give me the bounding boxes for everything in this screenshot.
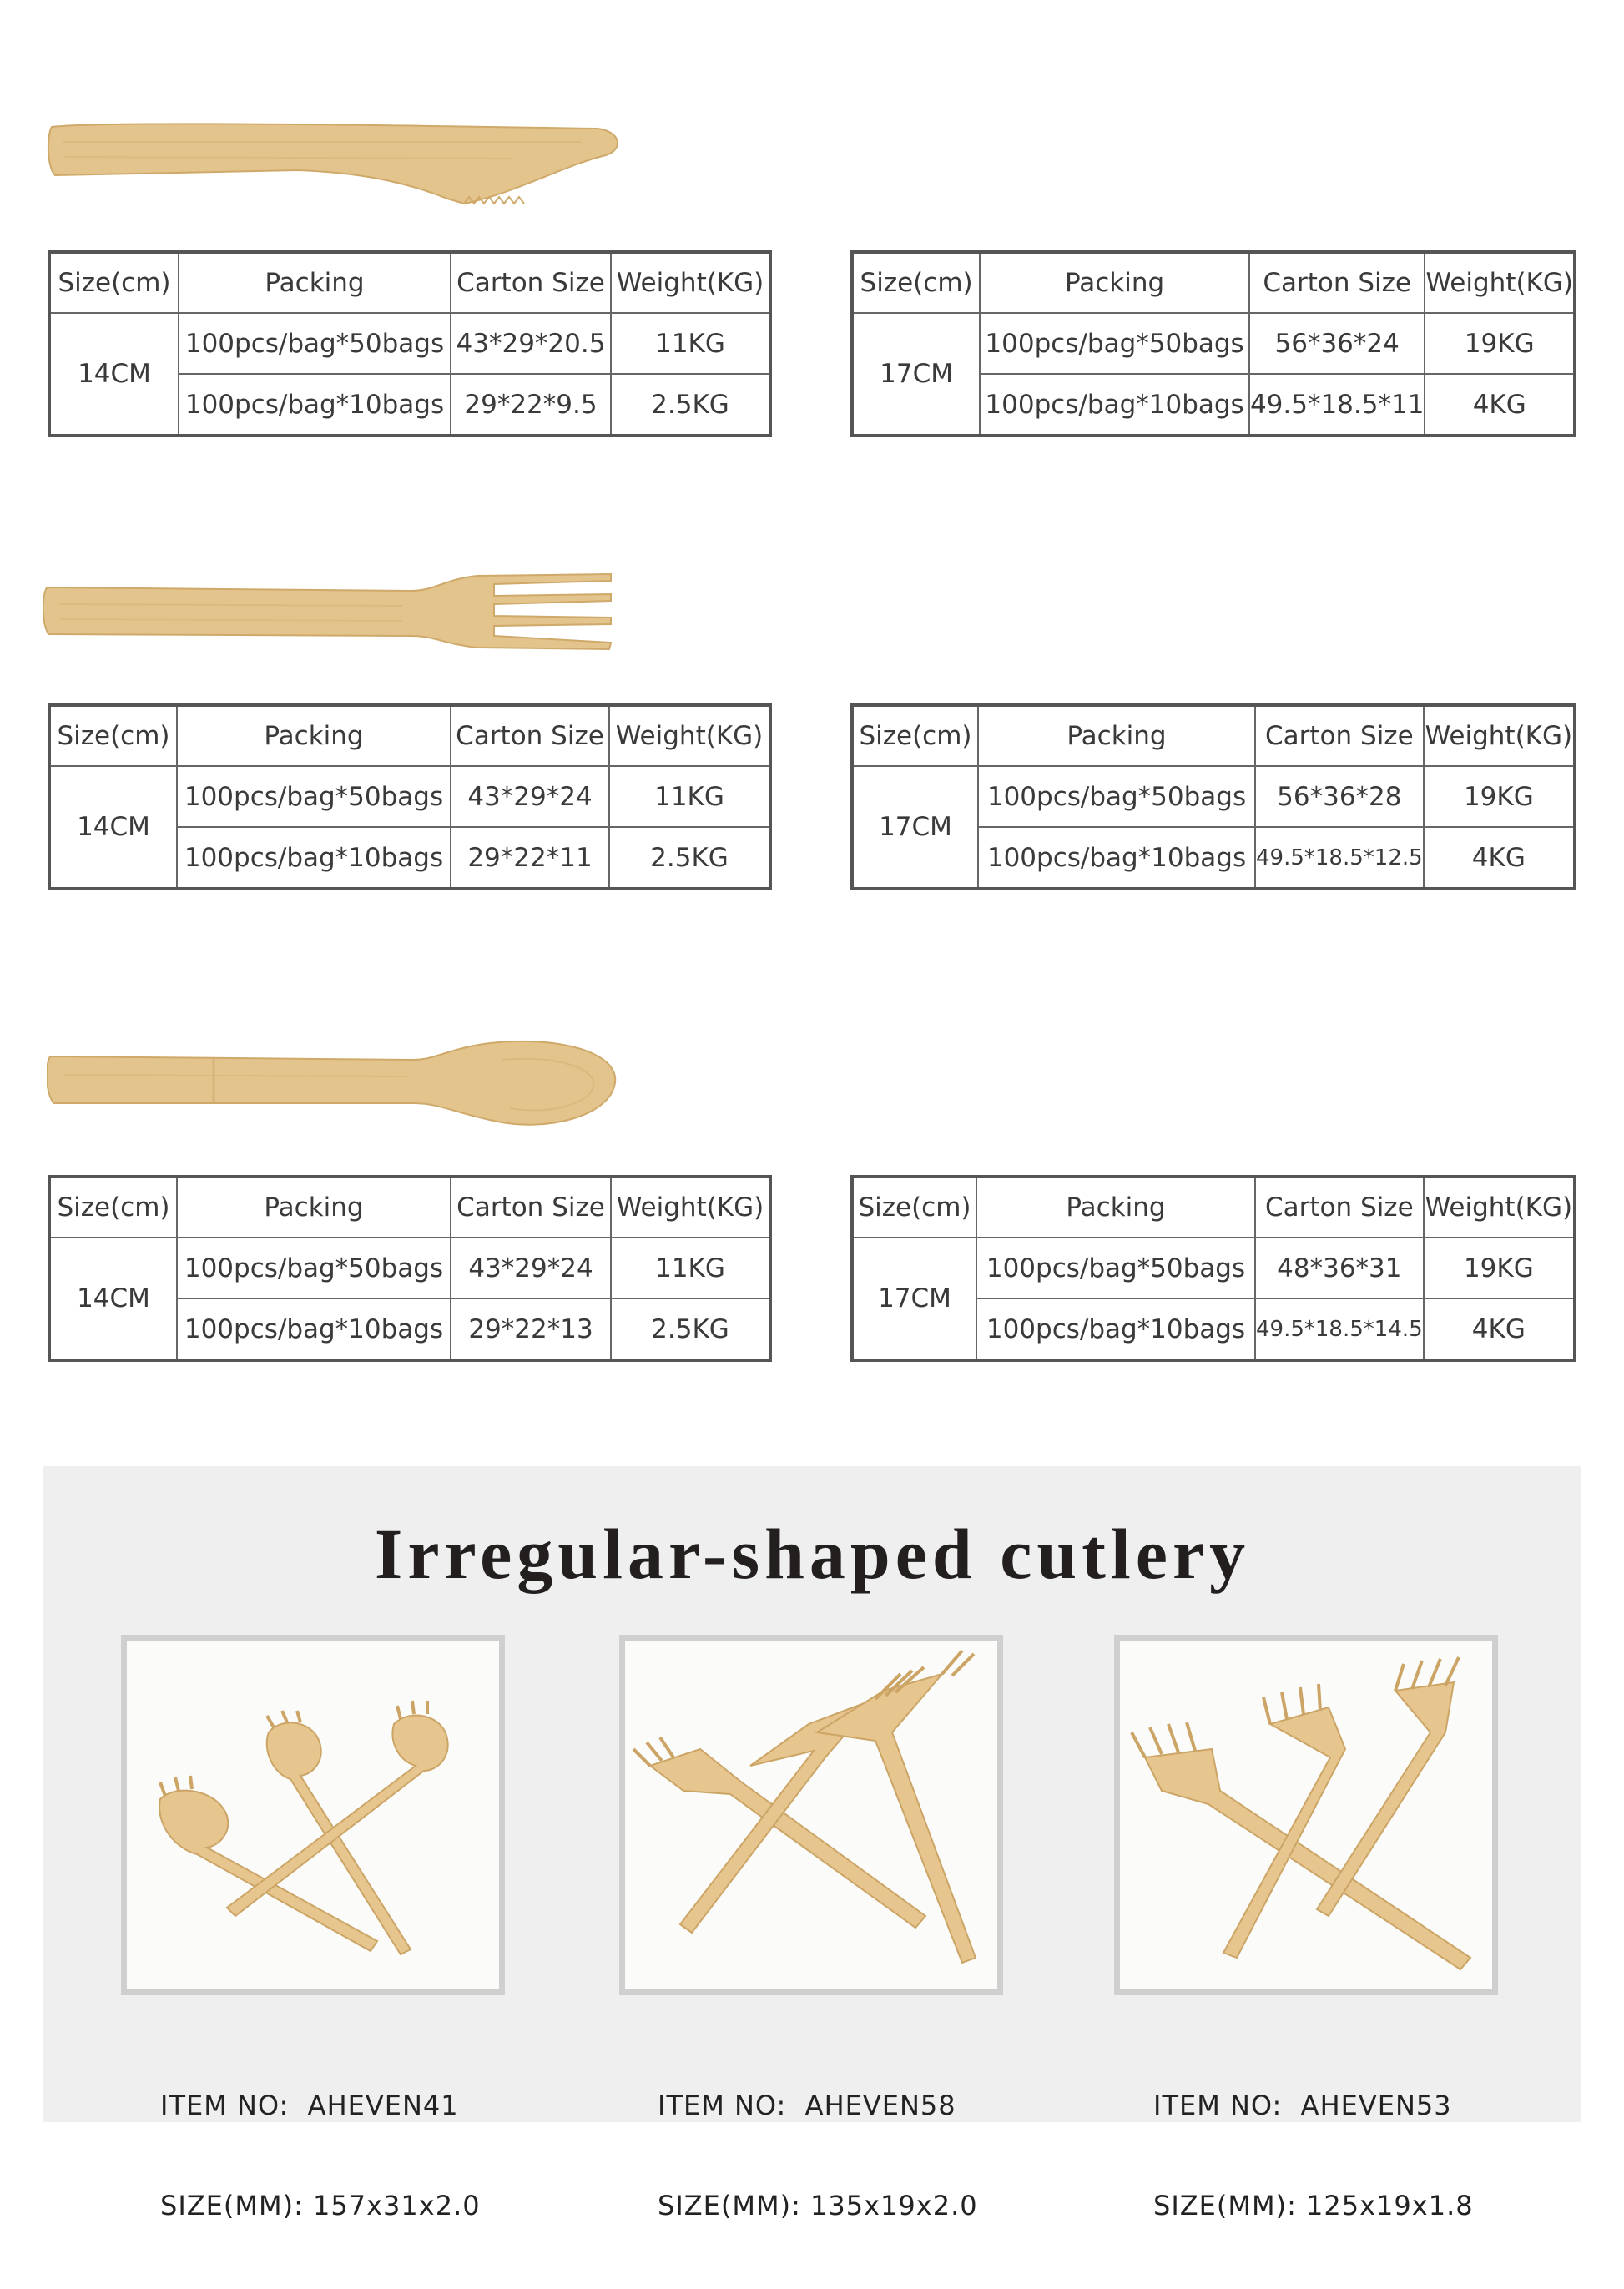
header-carton-size: Carton Size <box>451 705 609 766</box>
header-packing: Packing <box>177 705 451 766</box>
size-cell: 17CM <box>852 313 980 436</box>
header-size: Size(cm) <box>49 705 177 766</box>
packing-cell: 100pcs/bag*10bags <box>179 374 451 436</box>
header-carton-size: Carton Size <box>1255 705 1424 766</box>
header-size: Size(cm) <box>49 252 179 313</box>
packing-cell: 100pcs/bag*50bags <box>980 313 1249 374</box>
bamboo-knife-image <box>47 117 623 209</box>
header-packing: Packing <box>179 252 451 313</box>
weight-cell: 4KG <box>1425 374 1575 436</box>
spec-table-fork-17cm <box>850 703 1576 890</box>
spec-table-fork-14cm <box>48 703 772 890</box>
packing-cell: 100pcs/bag*10bags <box>177 1298 451 1360</box>
spec-table-spoon-14cm <box>48 1175 772 1362</box>
item-number: ITEM NO: AHEVEN53 <box>1153 2090 1452 2121</box>
caption-aheven41 <box>160 2022 481 2289</box>
carton-cell: 29*22*13 <box>451 1298 611 1360</box>
header-carton-size: Carton Size <box>1255 1177 1424 1238</box>
header-size: Size(cm) <box>852 252 980 313</box>
carton-cell: 49.5*18.5*11 <box>1249 374 1425 436</box>
spork-illustration <box>127 1641 499 1989</box>
weight-cell: 2.5KG <box>609 827 770 889</box>
spec-table-knife-17cm <box>850 250 1576 437</box>
caption-aheven53 <box>1153 2022 1474 2289</box>
size-cell: 17CM <box>852 766 978 889</box>
knife-fork-illustration <box>625 1641 997 1989</box>
weight-cell: 11KG <box>611 1238 770 1298</box>
header-size: Size(cm) <box>49 1177 177 1238</box>
carton-cell: 43*29*24 <box>451 766 609 827</box>
weight-cell: 19KG <box>1424 766 1575 827</box>
packing-cell: 100pcs/bag*50bags <box>976 1238 1255 1298</box>
header-packing: Packing <box>978 705 1255 766</box>
carton-cell: 49.5*18.5*12.5 <box>1255 827 1424 889</box>
spec-table-spoon-17cm <box>850 1175 1576 1362</box>
carton-cell: 43*29*24 <box>451 1238 611 1298</box>
panel-title: Irregular-shaped cutlery <box>374 1514 1251 1594</box>
product-photo-aheven41 <box>121 1635 505 1995</box>
header-packing: Packing <box>976 1177 1255 1238</box>
product-photo-aheven53 <box>1114 1635 1498 1995</box>
header-size: Size(cm) <box>852 705 978 766</box>
weight-cell: 11KG <box>611 313 770 374</box>
packing-cell: 100pcs/bag*10bags <box>976 1298 1255 1360</box>
header-weight: Weight(KG) <box>611 1177 770 1238</box>
header-weight: Weight(KG) <box>611 252 770 313</box>
packing-cell: 100pcs/bag*50bags <box>978 766 1255 827</box>
packing-cell: 100pcs/bag*10bags <box>177 827 451 889</box>
weight-cell: 2.5KG <box>611 374 770 436</box>
weight-cell: 4KG <box>1424 827 1575 889</box>
packing-cell: 100pcs/bag*50bags <box>177 766 451 827</box>
item-size: SIZE(MM): 157x31x2.0 <box>160 2190 481 2221</box>
weight-cell: 11KG <box>609 766 770 827</box>
carton-cell: 48*36*31 <box>1255 1238 1424 1298</box>
header-weight: Weight(KG) <box>1424 1177 1575 1238</box>
carton-cell: 49.5*18.5*14.5 <box>1255 1298 1424 1360</box>
weight-cell: 2.5KG <box>611 1298 770 1360</box>
packing-cell: 100pcs/bag*50bags <box>177 1238 451 1298</box>
item-number: ITEM NO: AHEVEN58 <box>658 2090 956 2121</box>
header-weight: Weight(KG) <box>1424 705 1575 766</box>
header-carton-size: Carton Size <box>1249 252 1425 313</box>
caption-aheven58 <box>658 2022 978 2289</box>
header-size: Size(cm) <box>852 1177 976 1238</box>
carton-cell: 29*22*11 <box>451 827 609 889</box>
weight-cell: 4KG <box>1424 1298 1575 1360</box>
item-number: ITEM NO: AHEVEN41 <box>160 2090 459 2121</box>
packing-cell: 100pcs/bag*50bags <box>179 313 451 374</box>
carton-cell: 56*36*24 <box>1249 313 1425 374</box>
bamboo-fork-image <box>43 567 619 659</box>
header-carton-size: Carton Size <box>451 1177 611 1238</box>
weight-cell: 19KG <box>1425 313 1575 374</box>
size-cell: 14CM <box>49 766 177 889</box>
carton-cell: 43*29*20.5 <box>451 313 611 374</box>
packing-cell: 100pcs/bag*10bags <box>978 827 1255 889</box>
packing-cell: 100pcs/bag*10bags <box>980 374 1249 436</box>
spec-table-knife-14cm <box>48 250 772 437</box>
carton-cell: 56*36*28 <box>1255 766 1424 827</box>
size-cell: 14CM <box>49 1238 177 1360</box>
size-cell: 14CM <box>49 313 179 436</box>
header-weight: Weight(KG) <box>1425 252 1575 313</box>
header-weight: Weight(KG) <box>609 705 770 766</box>
size-cell: 17CM <box>852 1238 976 1360</box>
bamboo-spoon-image <box>47 1035 623 1135</box>
item-size: SIZE(MM): 125x19x1.8 <box>1153 2190 1474 2221</box>
product-photo-aheven58 <box>619 1635 1003 1995</box>
item-size: SIZE(MM): 135x19x2.0 <box>658 2190 978 2221</box>
header-packing: Packing <box>177 1177 451 1238</box>
header-packing: Packing <box>980 252 1249 313</box>
fork-illustration <box>1120 1641 1492 1989</box>
header-carton-size: Carton Size <box>451 252 611 313</box>
carton-cell: 29*22*9.5 <box>451 374 611 436</box>
weight-cell: 19KG <box>1424 1238 1575 1298</box>
irregular-cutlery-panel <box>43 1466 1581 2221</box>
